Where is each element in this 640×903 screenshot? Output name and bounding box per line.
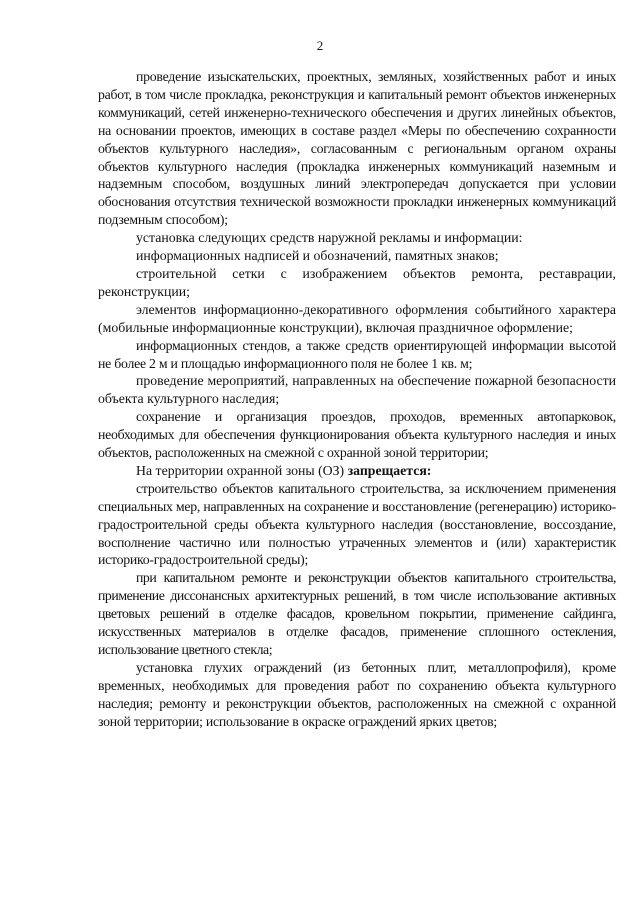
paragraph-dissonant-solutions: при капитальном ремонте и реконструкции объектов капитального строительства, применение диссонансных архитектурных решений, в том числе использование активных цветовых решений в отделке фасадов, кровельном покрытии, применение сайдинга, искусственных материалов в отделке фасадов, применение сплошного остекления, использование цветного стекла;	[98, 570, 616, 657]
heading-lead-text: На территории охранной зоны (ОЗ)	[136, 462, 348, 478]
paragraph-info-stands: информационных стендов, а также средств ориентирующей информации высотой не более 2 м и площадью информационного поля не более 1 кв. м;	[98, 337, 616, 371]
paragraph-construction-mesh: строительной сетки с изображением объектов ремонта, реставрации, реконструкции;	[98, 265, 616, 299]
paragraph-fire-safety: проведение мероприятий, направленных на обеспечение пожарной безопасности объекта культурного наследия;	[98, 373, 616, 407]
paragraph-survey-works: проведение изыскательских, проектных, земляных, хозяйственных работ и иных работ, в том числе прокладка, реконструкция и капитальный ремонт объектов инженерных коммуникаций, сетей инженерно-технического обеспечения и других линейных объектов, на основании проектов, имеющих в составе раздел «Меры по обеспечению сохранности объектов культурного наследия», согласованным с региональным органом охраны объектов культурного наследия (прокладка инженерных коммуникаций наземным и надземным способом, воздушных линий электропередач допускается при условии обоснования отсутствия технической возможности прокладки инженерных коммуникаций подземным способом);	[98, 69, 616, 228]
paragraph-prohibited-heading	[98, 462, 616, 480]
paragraph-solid-fences: установка глухих ограждений (из бетонных плит, металлопрофиля), кроме временных, необходимых для проведения работ по сохранению объекта культурного наследия; ремонту и реконструкции объектов, расположенных на смежной с охранной зоной территории; использование в окраске ограждений ярких цветов;	[98, 659, 616, 729]
paragraph-info-signs: информационных надписей и обозначений, памятных знаков;	[136, 248, 499, 264]
page-number: 2	[316, 38, 324, 53]
paragraph-advertising-intro: установка следующих средств наружной рекламы и информации:	[136, 230, 523, 246]
paragraph-passages: сохранение и организация проездов, проходов, временных автопарковок, необходимых для обеспечения функционирования объекта культурного наследия и иных объектов, расположенных на смежной с охранной зоной территории;	[98, 409, 616, 461]
heading-prohibited-text: запрещается:	[347, 462, 432, 478]
paragraph-decorative-elements: элементов информационно-декоративного оформления событийного характера (мобильные информационные конструкции), включая праздничное оформление;	[98, 301, 616, 335]
paragraph-capital-construction: строительство объектов капитального строительства, за исключением применения специальных мер, направленных на сохранение и восстановление (регенерацию) историко-градостроительной среды объекта культурного наследия (восстановление, воссоздание, восполнение частично или полностью утраченных элементов и (или) характеристик историко-градостроительной среды);	[98, 480, 616, 568]
document-body	[98, 68, 616, 731]
